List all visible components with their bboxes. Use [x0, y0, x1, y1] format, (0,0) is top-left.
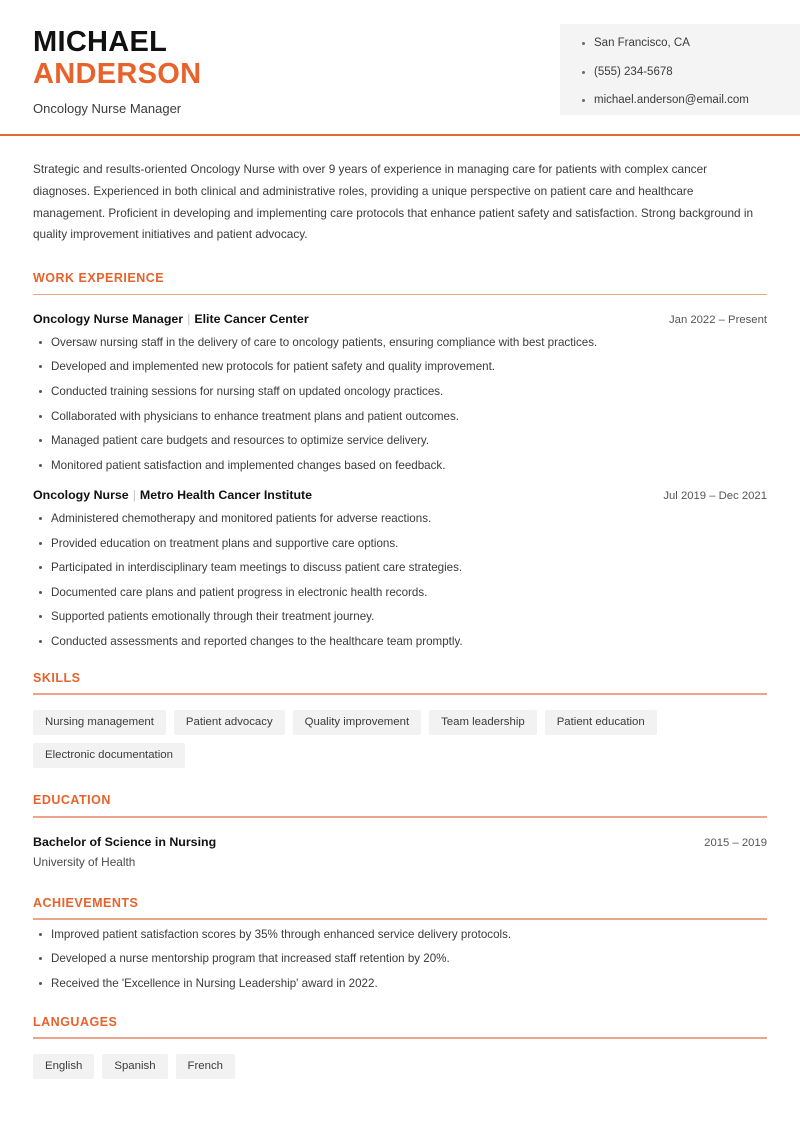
education-date: 2015 – 2019: [704, 836, 767, 849]
section-work-experience: [33, 272, 767, 647]
title-separator: |: [187, 312, 191, 327]
experience-company: Elite Cancer Center: [194, 312, 309, 327]
education-degree: Bachelor of Science in Nursing: [33, 834, 217, 849]
contact-location: San Francisco, CA: [582, 38, 800, 50]
resume-header: [0, 0, 800, 136]
first-name: MICHAEL: [33, 26, 168, 58]
header-divider: [0, 134, 800, 136]
contact-email: michael.anderson@email.com: [582, 95, 800, 107]
section-rule: [33, 918, 767, 920]
language-tag: English: [33, 1054, 94, 1079]
language-tag: Spanish: [102, 1054, 167, 1079]
education-entry-header: [33, 835, 767, 851]
last-name: ANDERSON: [33, 58, 202, 91]
list-item: Documented care plans and patient progress in electronic health records.: [33, 587, 767, 599]
experience-bullet-list: [33, 337, 767, 472]
list-item: Participated in interdisciplinary team meetings to discuss patient care strategies.: [33, 562, 767, 574]
experience-role: Oncology Nurse: [33, 488, 129, 503]
experience-entry-header: [33, 488, 767, 504]
experience-role: Oncology Nurse Manager: [33, 312, 184, 327]
skill-tag: Team leadership: [429, 710, 537, 735]
section-title-education: EDUCATION: [33, 793, 111, 808]
list-item: Provided education on treatment plans and supportive care options.: [33, 538, 767, 550]
headline-job-title: Oncology Nurse Manager: [33, 100, 182, 116]
title-separator: |: [132, 488, 136, 503]
list-item: Conducted assessments and reported changes to the healthcare team promptly.: [33, 636, 767, 648]
experience-entry: [33, 312, 767, 471]
list-item: Received the 'Excellence in Nursing Leadership' award in 2022.: [33, 978, 767, 990]
section-title-skills: SKILLS: [33, 670, 81, 685]
experience-entry: [33, 488, 767, 647]
list-item: Administered chemotherapy and monitored patients for adverse reactions.: [33, 513, 767, 525]
list-item: Improved patient satisfaction scores by 35% through enhanced service delivery protocols.: [33, 929, 767, 941]
list-item: Supported patients emotionally through their treatment journey.: [33, 611, 767, 623]
section-education: [33, 794, 767, 870]
list-item: Collaborated with physicians to enhance treatment plans and patient outcomes.: [33, 411, 767, 423]
skill-tag: Quality improvement: [293, 710, 421, 735]
name-block: [33, 26, 201, 115]
section-title-achievements: ACHIEVEMENTS: [33, 895, 139, 910]
education-entry: [33, 835, 767, 871]
section-rule: [33, 693, 767, 695]
experience-title: [33, 312, 309, 327]
language-tag: French: [176, 1054, 235, 1079]
contact-phone: (555) 234-5678: [582, 67, 800, 79]
skill-tag: Patient advocacy: [174, 710, 285, 735]
experience-date: Jul 2019 – Dec 2021: [663, 490, 767, 503]
skill-tag: Patient education: [545, 710, 657, 735]
section-rule: [33, 816, 767, 818]
skill-tag: Electronic documentation: [33, 743, 185, 768]
languages-tag-list: [33, 1054, 767, 1079]
list-item: Conducted training sessions for nursing staff on updated oncology practices.: [33, 386, 767, 398]
experience-title: [33, 488, 312, 503]
section-title-work-experience: WORK EXPERIENCE: [33, 271, 165, 286]
achievements-list: [33, 929, 767, 990]
list-item: Managed patient care budgets and resources to optimize service delivery.: [33, 435, 767, 447]
professional-summary: Strategic and results-oriented Oncology Nurse with over 9 years of experience in managing care for patients with complex cancer diagnoses. Experienced in both clinical and administrative roles, providing a unique perspective on patient care and healthcare management. Proficient in developing and implementing care protocols that enhance patient safety and satisfaction. Strong background in quality improvement initiatives and patient advocacy.: [33, 162, 754, 242]
list-item: Monitored patient satisfaction and implemented changes based on feedback.: [33, 460, 767, 472]
resume-content: [0, 159, 800, 1079]
section-skills: [33, 672, 767, 769]
section-rule: [33, 294, 767, 296]
section-title-languages: LANGUAGES: [33, 1014, 118, 1029]
section-rule: [33, 1037, 767, 1039]
list-item: Developed a nurse mentorship program that increased staff retention by 20%.: [33, 953, 767, 965]
experience-date: Jan 2022 – Present: [669, 314, 767, 327]
contact-info-box: [560, 24, 800, 115]
section-achievements: [33, 897, 767, 990]
experience-company: Metro Health Cancer Institute: [139, 488, 313, 503]
section-languages: [33, 1016, 767, 1080]
skill-tag: Nursing management: [33, 710, 166, 735]
education-school: University of Health: [33, 855, 136, 870]
skills-tag-list: [33, 710, 767, 769]
experience-bullet-list: [33, 513, 767, 648]
experience-entry-header: [33, 312, 767, 328]
list-item: Developed and implemented new protocols for patient safety and quality improvement.: [33, 361, 767, 373]
list-item: Oversaw nursing staff in the delivery of care to oncology patients, ensuring compliance with best practices.: [33, 337, 767, 349]
